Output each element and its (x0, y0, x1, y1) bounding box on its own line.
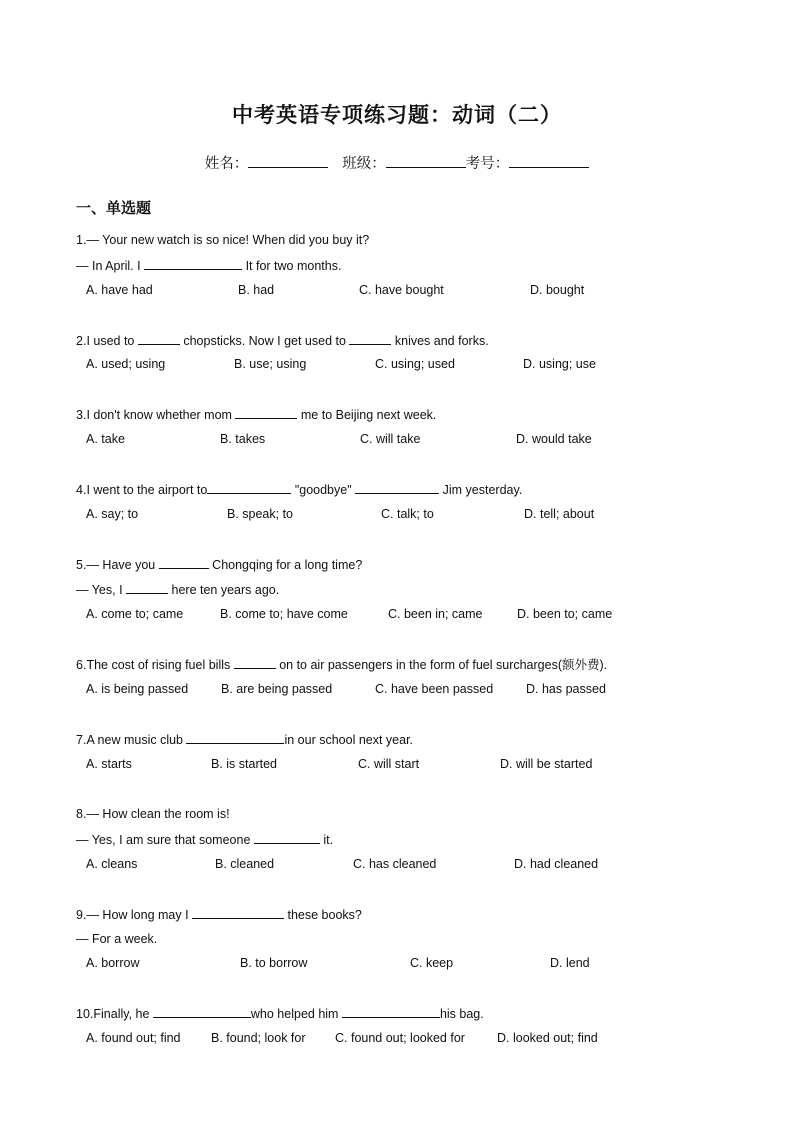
question-9-line-1: 9.— How long may I these books? (76, 908, 362, 922)
answer-blank[interactable] (138, 332, 180, 345)
question-5-option-c[interactable]: C. been in; came (388, 607, 483, 621)
question-3-option-d[interactable]: D. would take (516, 432, 592, 446)
section-title: 一、单选题 (76, 200, 152, 217)
question-7-option-b[interactable]: B. is started (211, 757, 277, 771)
question-7-option-a[interactable]: A. starts (86, 757, 132, 771)
question-8-option-c[interactable]: C. has cleaned (353, 857, 437, 871)
question-number: 5. (76, 558, 87, 572)
question-8-line-1: 8.— How clean the room is! (76, 807, 230, 821)
question-9-option-b[interactable]: B. to borrow (240, 956, 308, 970)
question-10-option-b[interactable]: B. found; look for (211, 1031, 306, 1045)
question-2-option-a[interactable]: A. used; using (86, 357, 166, 371)
question-10-option-c[interactable]: C. found out; looked for (335, 1031, 465, 1045)
answer-blank[interactable] (349, 332, 391, 345)
student-info-line (0, 152, 794, 173)
question-1-option-a[interactable]: A. have had (86, 283, 153, 297)
question-6-option-a[interactable]: A. is being passed (86, 682, 189, 696)
question-4-option-b[interactable]: B. speak; to (227, 507, 294, 521)
question-8-option-d[interactable]: D. had cleaned (514, 857, 599, 871)
answer-blank[interactable] (207, 481, 291, 494)
answer-blank[interactable] (254, 831, 320, 844)
question-1-option-b[interactable]: B. had (238, 283, 275, 297)
answer-blank[interactable] (235, 406, 297, 419)
question-number: 8. (76, 807, 87, 821)
question-3-option-b[interactable]: B. takes (220, 432, 266, 446)
answer-blank[interactable] (159, 556, 209, 569)
question-5-line-1: 5.— Have you Chongqing for a long time? (76, 558, 363, 572)
question-10-option-a[interactable]: A. found out; find (86, 1031, 181, 1045)
question-2-option-d[interactable]: D. using; use (523, 357, 596, 371)
question-1-option-c[interactable]: C. have bought (359, 283, 444, 297)
question-4-option-c[interactable]: C. talk; to (381, 507, 434, 521)
question-6-option-c[interactable]: C. have been passed (375, 682, 494, 696)
question-3-option-a[interactable]: A. take (86, 432, 125, 446)
question-1-option-d[interactable]: D. bought (530, 283, 585, 297)
question-number: 2. (76, 334, 87, 348)
question-4-line-1: 4.I went to the airport to "goodbye" Jim yesterday. (76, 483, 523, 497)
answer-blank[interactable] (144, 257, 242, 270)
name-label: 姓名： (204, 156, 249, 172)
answer-blank[interactable] (355, 481, 439, 494)
question-10-option-d[interactable]: D. looked out; find (497, 1031, 598, 1045)
answer-blank[interactable] (153, 1005, 251, 1018)
question-4-option-d[interactable]: D. tell; about (524, 507, 595, 521)
answer-blank[interactable] (126, 581, 168, 594)
question-8-option-b[interactable]: B. cleaned (215, 857, 275, 871)
name-blank[interactable] (248, 153, 328, 168)
class-blank[interactable] (386, 153, 466, 168)
question-9-line-2: — For a week. (76, 932, 158, 946)
question-1-line-1: 1.— Your new watch is so nice! When did you buy it? (76, 233, 370, 247)
answer-blank[interactable] (186, 731, 284, 744)
question-number: 9. (76, 908, 87, 922)
question-8-option-a[interactable]: A. cleans (86, 857, 138, 871)
question-number: 1. (76, 233, 87, 247)
question-7-line-1: 7.A new music club in our school next year. (76, 733, 414, 747)
answer-blank[interactable] (192, 906, 284, 919)
question-2-option-b[interactable]: B. use; using (234, 357, 307, 371)
question-number: 4. (76, 483, 87, 497)
question-5-option-a[interactable]: A. come to; came (86, 607, 184, 621)
question-7-option-c[interactable]: C. will start (358, 757, 420, 771)
question-7-option-d[interactable]: D. will be started (500, 757, 593, 771)
question-10-line-1: 10.Finally, he who helped him his bag. (76, 1007, 484, 1021)
question-5-line-2: — Yes, I here ten years ago. (76, 583, 280, 597)
question-9-option-a[interactable]: A. borrow (86, 956, 140, 970)
question-number: 6. (76, 658, 87, 672)
question-2-option-c[interactable]: C. using; used (375, 357, 455, 371)
question-6-option-b[interactable]: B. are being passed (221, 682, 333, 696)
exam-number-blank[interactable] (509, 153, 589, 168)
question-2-line-1: 2.I used to chopsticks. Now I get used to knives and forks. (76, 334, 489, 348)
page-title: 中考英语专项练习题：动词（二） (232, 102, 562, 127)
question-number: 7. (76, 733, 87, 747)
question-9-option-d[interactable]: D. lend (550, 956, 590, 970)
question-3-line-1: 3.I don't know whether mom me to Beijing next week. (76, 408, 437, 422)
question-5-option-b[interactable]: B. come to; have come (220, 607, 348, 621)
question-6-option-d[interactable]: D. has passed (526, 682, 606, 696)
exam-number-label: 考号： (465, 156, 510, 172)
answer-blank[interactable] (342, 1005, 440, 1018)
question-5-option-d[interactable]: D. been to; came (517, 607, 613, 621)
question-number: 10. (76, 1007, 94, 1021)
question-1-line-2: — In April. I It for two months. (76, 259, 342, 273)
class-label: 班级： (342, 156, 386, 172)
question-6-line-1: 6.The cost of rising fuel bills on to air passengers in the form of fuel surcharges(额外费). (76, 658, 608, 672)
question-number: 3. (76, 408, 87, 422)
question-4-option-a[interactable]: A. say; to (86, 507, 139, 521)
question-3-option-c[interactable]: C. will take (360, 432, 421, 446)
question-8-line-2: — Yes, I am sure that someone it. (76, 833, 334, 847)
question-9-option-c[interactable]: C. keep (410, 956, 454, 970)
answer-blank[interactable] (234, 656, 276, 669)
